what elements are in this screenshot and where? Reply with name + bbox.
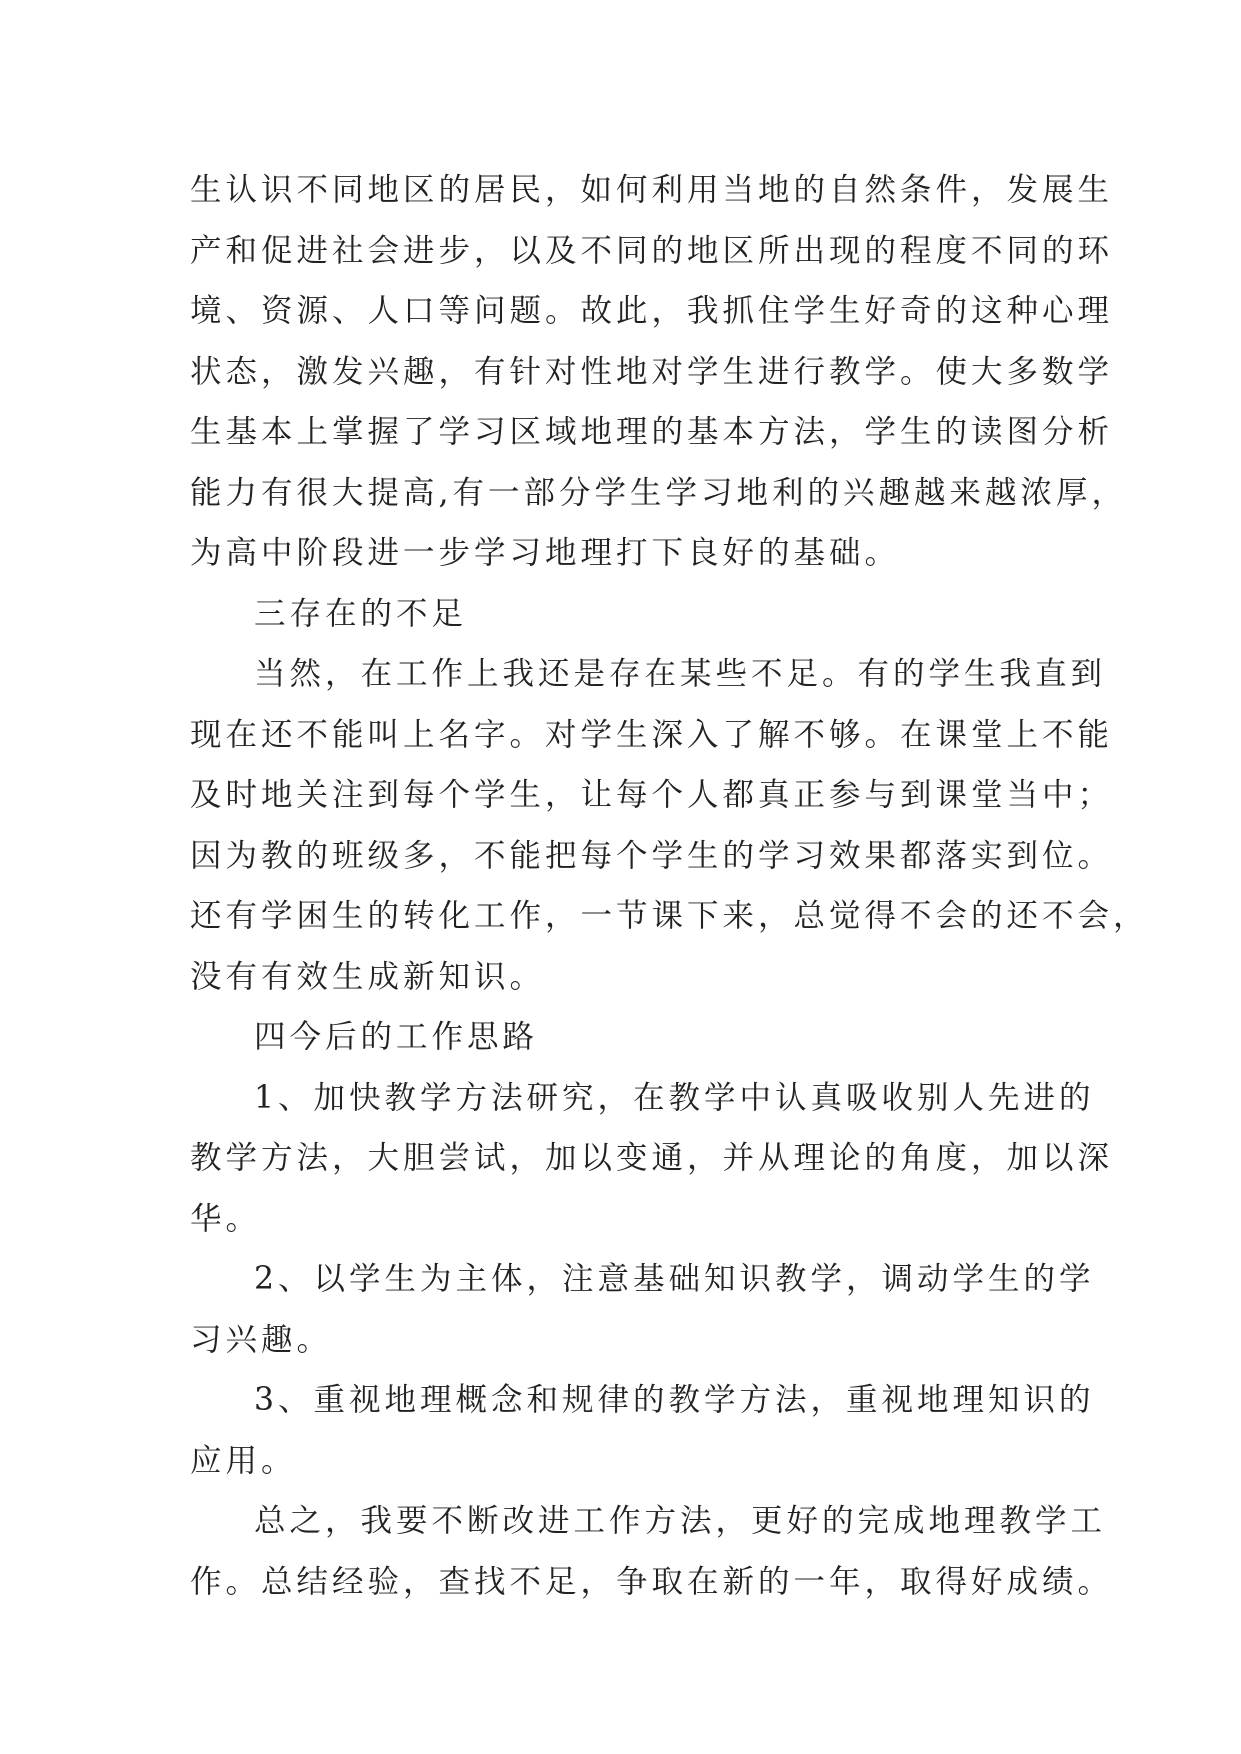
section-heading-future-plans: 四今后的工作思路 <box>254 1019 539 1055</box>
text-line: 还有学困生的转化工作，一节课下来，总觉得不会的还不会， <box>190 898 1149 934</box>
text-line: 生认识不同地区的居民，如何利用当地的自然条件，发展生 <box>190 172 1114 208</box>
text-line: 生基本上掌握了学习区域地理的基本方法，学生的读图分析 <box>190 414 1114 450</box>
text-line: 华。 <box>190 1200 262 1237</box>
text-line: 产和促进社会进步，以及不同的地区所出现的程度不同的环 <box>190 232 1114 269</box>
text-line: 没有有效生成新知识。 <box>190 958 546 995</box>
section-heading-shortcomings: 三存在的不足 <box>254 595 468 632</box>
text-line: 能力有很大提高,有一部分学生学习地利的兴趣越来越浓厚， <box>190 474 1128 511</box>
text-line: 境、资源、人口等问题。故此，我抓住学生好奇的这种心理 <box>190 293 1114 329</box>
text-line: 现在还不能叫上名字。对学生深入了解不够。在课堂上不能 <box>190 716 1114 753</box>
text-line: 及时地关注到每个学生，让每个人都真正参与到课堂当中； <box>190 777 1114 813</box>
document-body <box>190 160 1149 1612</box>
list-item-1: 1、加快教学方法研究，在教学中认真吸收别人先进的 <box>254 1079 1095 1116</box>
conclusion-paragraph: 总之，我要不断改进工作方法，更好的完成地理教学工 <box>254 1503 1107 1539</box>
list-item-3: 3、重视地理概念和规律的教学方法，重视地理知识的 <box>254 1382 1095 1418</box>
text-line: 因为教的班级多，不能把每个学生的学习效果都落实到位。 <box>190 837 1114 874</box>
text-line: 习兴趣。 <box>190 1321 333 1358</box>
text-line: 教学方法，大胆尝试，加以变通，并从理论的角度，加以深 <box>190 1140 1114 1176</box>
text-line: 作。总结经验，查找不足，争取在新的一年，取得好成绩。 <box>190 1563 1114 1600</box>
text-line: 应用。 <box>190 1442 297 1479</box>
text-line: 为高中阶段进一步学习地理打下良好的基础。 <box>190 535 901 571</box>
list-item-2: 2、以学生为主体，注意基础知识教学，调动学生的学 <box>254 1261 1095 1297</box>
text-line: 当然，在工作上我还是存在某些不足。有的学生我直到 <box>254 656 1107 692</box>
text-line: 状态，激发兴趣，有针对性地对学生进行教学。使大多数学 <box>190 353 1114 390</box>
